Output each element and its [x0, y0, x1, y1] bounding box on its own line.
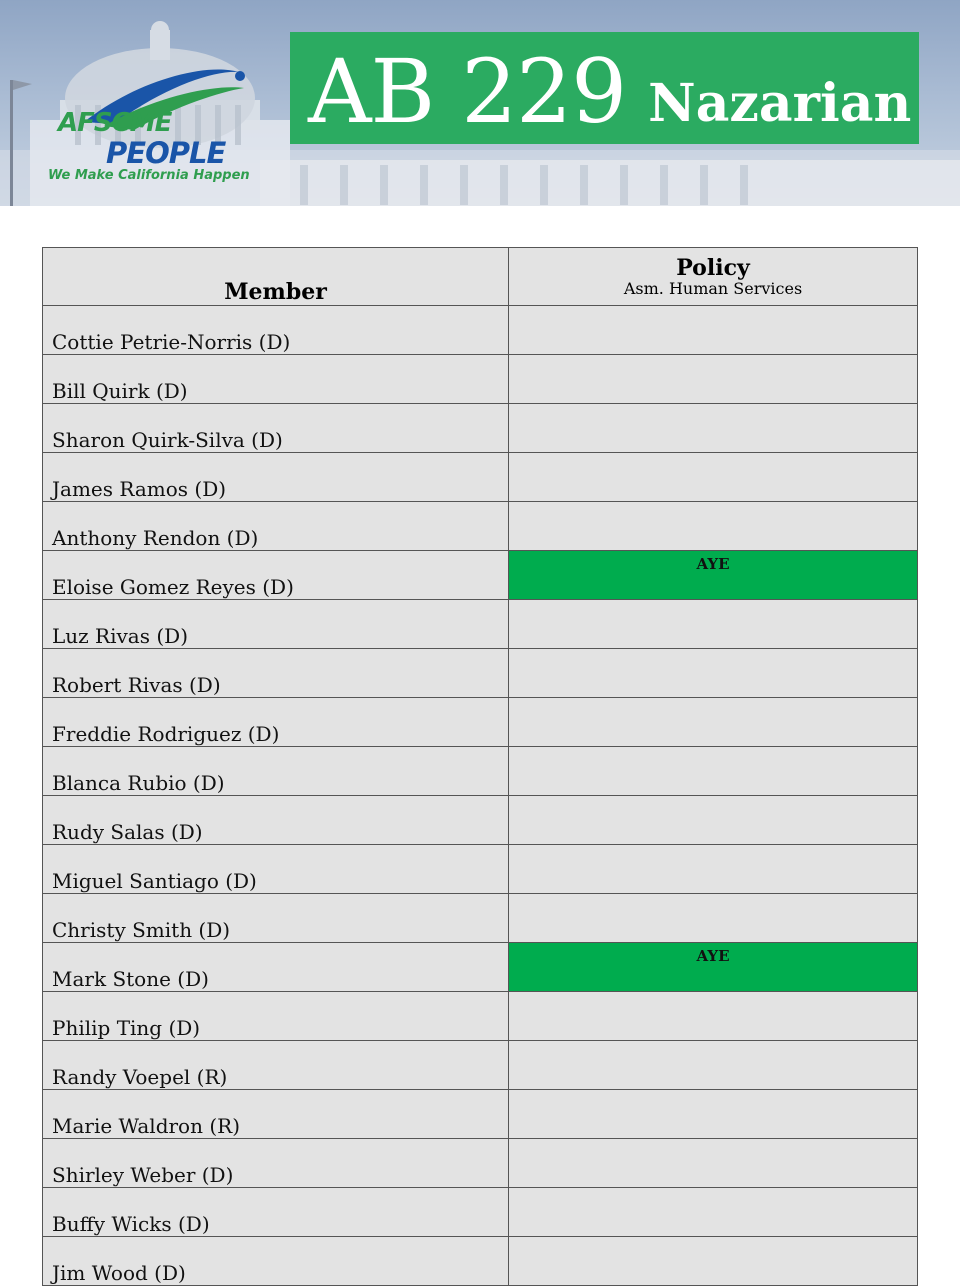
member-name: Miguel Santiago (D) [43, 845, 509, 894]
header-banner [0, 0, 960, 206]
table-row [43, 845, 918, 894]
table-row [43, 551, 918, 600]
table-row [43, 894, 918, 943]
table-row [43, 1139, 918, 1188]
logo-people-text: PEOPLE [106, 136, 226, 170]
table-row [43, 502, 918, 551]
logo-afscme-text: AFSCME [58, 108, 172, 138]
member-name: Eloise Gomez Reyes (D) [43, 551, 509, 600]
table-row [43, 1090, 918, 1139]
policy-vote-cell [509, 1041, 918, 1090]
policy-vote-cell [509, 306, 918, 355]
bill-number: AB 229 [308, 40, 627, 143]
bill-author: Nazarian [648, 73, 912, 134]
member-name: Blanca Rubio (D) [43, 747, 509, 796]
policy-vote-cell [509, 1139, 918, 1188]
policy-vote-cell [509, 600, 918, 649]
member-name: Marie Waldron (R) [43, 1090, 509, 1139]
member-name: Christy Smith (D) [43, 894, 509, 943]
policy-vote-cell [509, 992, 918, 1041]
policy-vote-cell [509, 1237, 918, 1286]
policy-vote-cell: AYE [509, 943, 918, 992]
policy-vote-cell [509, 355, 918, 404]
member-name: James Ramos (D) [43, 453, 509, 502]
afscme-people-logo [44, 62, 274, 192]
member-name: Buffy Wicks (D) [43, 1188, 509, 1237]
table-row [43, 404, 918, 453]
policy-column-header [509, 248, 918, 306]
member-name: Bill Quirk (D) [43, 355, 509, 404]
member-name: Cottie Petrie-Norris (D) [43, 306, 509, 355]
policy-vote-cell [509, 698, 918, 747]
member-name: Rudy Salas (D) [43, 796, 509, 845]
member-name: Randy Voepel (R) [43, 1041, 509, 1090]
member-name: Jim Wood (D) [43, 1237, 509, 1286]
table-row [43, 943, 918, 992]
policy-vote-cell [509, 796, 918, 845]
policy-vote-cell [509, 1090, 918, 1139]
member-column-header: Member [43, 248, 509, 306]
table-row [43, 1188, 918, 1237]
table-row [43, 992, 918, 1041]
bill-title-box [290, 32, 919, 144]
policy-vote-cell [509, 1188, 918, 1237]
policy-vote-cell [509, 502, 918, 551]
vote-table [42, 247, 918, 1286]
member-name: Freddie Rodriguez (D) [43, 698, 509, 747]
member-name: Robert Rivas (D) [43, 649, 509, 698]
table-row [43, 747, 918, 796]
vote-table-body [43, 306, 918, 1286]
table-row [43, 453, 918, 502]
policy-vote-cell [509, 453, 918, 502]
table-row [43, 355, 918, 404]
table-row [43, 649, 918, 698]
policy-vote-cell [509, 894, 918, 943]
member-name: Philip Ting (D) [43, 992, 509, 1041]
policy-vote-cell: AYE [509, 551, 918, 600]
table-row [43, 796, 918, 845]
table-row [43, 600, 918, 649]
policy-vote-cell [509, 404, 918, 453]
member-name: Mark Stone (D) [43, 943, 509, 992]
table-header-row [43, 248, 918, 306]
policy-vote-cell [509, 845, 918, 894]
member-name: Shirley Weber (D) [43, 1139, 509, 1188]
policy-title: Policy [676, 255, 750, 281]
policy-committee: Asm. Human Services [623, 279, 803, 298]
policy-vote-cell [509, 649, 918, 698]
member-name: Sharon Quirk-Silva (D) [43, 404, 509, 453]
logo-tagline: We Make California Happen [48, 168, 250, 183]
table-row [43, 698, 918, 747]
member-name: Luz Rivas (D) [43, 600, 509, 649]
policy-vote-cell [509, 747, 918, 796]
table-row [43, 1041, 918, 1090]
table-row [43, 306, 918, 355]
member-name: Anthony Rendon (D) [43, 502, 509, 551]
table-row [43, 1237, 918, 1286]
